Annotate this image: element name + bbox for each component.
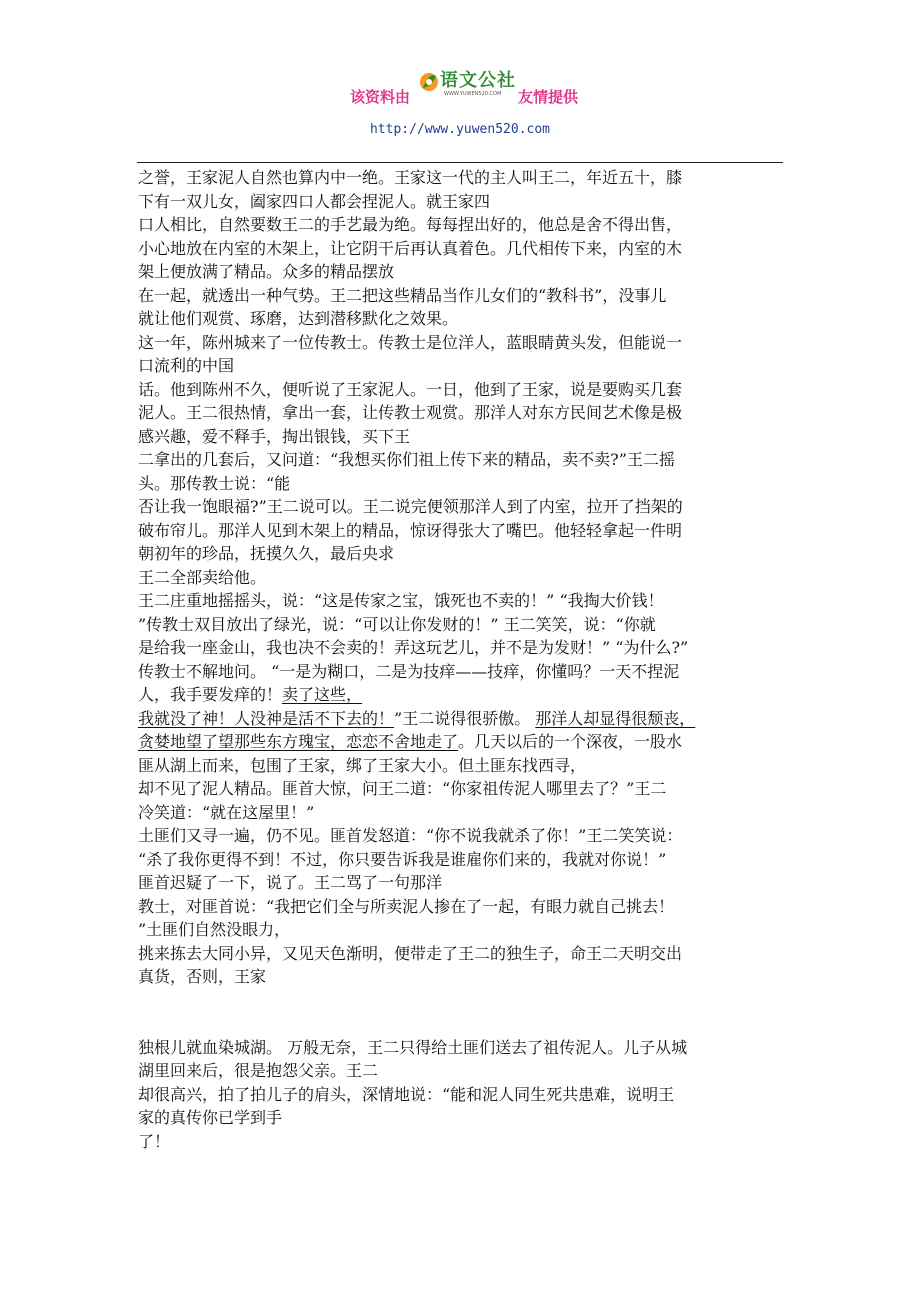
text-line: 独根儿就血染城湖。 万般无奈，王二只得给土匪们送去了祖传泥人。儿子从城: [138, 1037, 688, 1057]
text-line: 架上便放满了精品。众多的精品摆放: [138, 262, 395, 281]
text-line: “杀了我你更得不到！不过，你只要告诉我是谁雇你们来的，我就对你说！”: [138, 849, 667, 869]
text-line: [138, 730, 810, 754]
page-gap: [138, 989, 810, 1036]
text-segment: 。几天以后的一个深夜，一股水: [458, 732, 683, 751]
text-line: 是给我一座金山，我也决不会卖的！弄这玩艺儿，并不是为发财！” “为什么?”: [138, 638, 689, 657]
underlined-text: 贪婪地望了望那些东方瑰宝，恋恋不舍地走了: [138, 732, 459, 751]
text-line: 就让他们观赏、琢磨，达到潜移默化之效果。: [138, 309, 459, 328]
text-line: 下有一双儿女，阖家四口人都会捏泥人。就王家四: [138, 191, 491, 211]
text-line: 泥人。王二很热情，拿出一套，让传教士观赏。那洋人对东方民间艺术像是极: [138, 403, 683, 422]
underlined-text: 我就没了神！人没神是活不下去的！: [138, 708, 395, 728]
text-line: 王二庄重地摇摇头，说：“这是传家之宝，饿死也不卖的！” “我掏大价钱！: [138, 591, 664, 610]
text-line: [138, 707, 810, 731]
text-line: 土匪们又寻一遍，仍不见。匪首发怒道：“你不说我就杀了你！”王二笑笑说：: [138, 826, 683, 845]
text-segment: 人，我手要发痒的！: [138, 685, 283, 704]
text-line: 传教士不解地问。 “一是为糊口，二是为技痒——技痒，你懂吗？一天不捏泥: [138, 661, 680, 681]
site-url-link[interactable]: http://www.yuwen520.com: [369, 122, 550, 137]
text-line: 教士，对匪首说：“我把它们全与所卖泥人掺在了一起，有眼力就自己挑去！: [138, 896, 675, 916]
underlined-text: 那洋人却显得很颓丧，: [535, 708, 696, 728]
text-line: ”传教士双目放出了绿光，说：“可以让你发财的！” 王二笑笑，说：“你就: [138, 614, 656, 634]
text-line: [138, 683, 810, 707]
text-line: 头。那传教士说：“能: [138, 473, 291, 493]
text-line: 匪从湖上而来，包围了王家，绑了王家大小。但土匪东找西寻，: [138, 755, 587, 775]
leaf-logo-icon: [418, 68, 440, 98]
text-line: 王二全部卖给他。: [138, 567, 267, 587]
text-segment: ”王二说得很骄傲。: [394, 708, 536, 728]
text-line: 这一年，陈州城来了一位传教士。传教士是位洋人，蓝眼睛黄头发，但能说一: [138, 332, 683, 352]
text-line: 二拿出的几套后，又问道：“我想买你们祖上传下来的精品，卖不卖?”王二摇: [138, 450, 675, 469]
header-right-text: 友情提供: [518, 88, 579, 106]
logo-subtext: WWW.YUWEN520.COM: [444, 91, 502, 97]
text-line: 挑来拣去大同小异，又见天色渐明，便带走了王二的独生子，命王二天明交出: [138, 943, 683, 963]
text-line: 感兴趣，爱不释手，掏出银钱，买下王: [138, 426, 411, 446]
text-line: 湖里回来后，很是抱怨父亲。王二: [138, 1061, 379, 1080]
text-line: 话。他到陈州不久，便听说了王家泥人。一日，他到了王家，说是要购买几套: [138, 379, 683, 399]
text-line: 小心地放在内室的木架上，让它阴干后再认真着色。几代相传下来，内室的木: [138, 238, 683, 258]
text-line: 在一起，就透出一种气势。王二把这些精品当作儿女们的“教科书”，没事儿: [138, 285, 667, 305]
text-line: 真货，否则，王家: [138, 967, 267, 986]
text-line: 却很高兴，拍了拍儿子的肩头，深情地说：“能和泥人同生死共患难，说明王: [138, 1084, 675, 1104]
text-line: 否让我一饱眼福?”王二说可以。王二说完便领那洋人到了内室，拉开了挡架的: [138, 497, 683, 516]
page-header: [0, 62, 920, 118]
text-line: 家的真传你已学到手: [138, 1108, 283, 1127]
text-line: 冷笑道：“就在这屋里！”: [138, 802, 315, 822]
header-left-text: 该资料由: [350, 88, 411, 106]
article-body: [138, 166, 810, 1153]
text-line: 了！: [138, 1131, 171, 1151]
text-line: ”土匪们自然没眼力，: [138, 920, 291, 939]
underlined-text: 卖了这些，: [282, 685, 363, 704]
logo-text: 语文公社: [440, 70, 516, 91]
text-line: 朝初年的珍品，抚摸久久，最后央求: [138, 544, 395, 563]
header-divider: [137, 162, 783, 163]
text-line: 之誉，王家泥人自然也算内中一绝。王家这一代的主人叫王二，年近五十，膝: [138, 168, 683, 187]
text-line: 口人相比，自然要数王二的手艺最为绝。每每捏出好的，他总是舍不得出售，: [138, 215, 683, 234]
text-line: 口流利的中国: [138, 356, 235, 375]
text-line: 却不见了泥人精品。匪首大惊，问王二道：“你家祖传泥人哪里去了？”王二: [138, 779, 667, 798]
site-logo[interactable]: [418, 66, 516, 106]
text-line: 破布帘儿。那洋人见到木架上的精品，惊讶得张大了嘴巴。他轻轻拿起一件明: [138, 520, 683, 540]
text-line: 匪首迟疑了一下，说了。王二骂了一句那洋: [138, 873, 443, 892]
